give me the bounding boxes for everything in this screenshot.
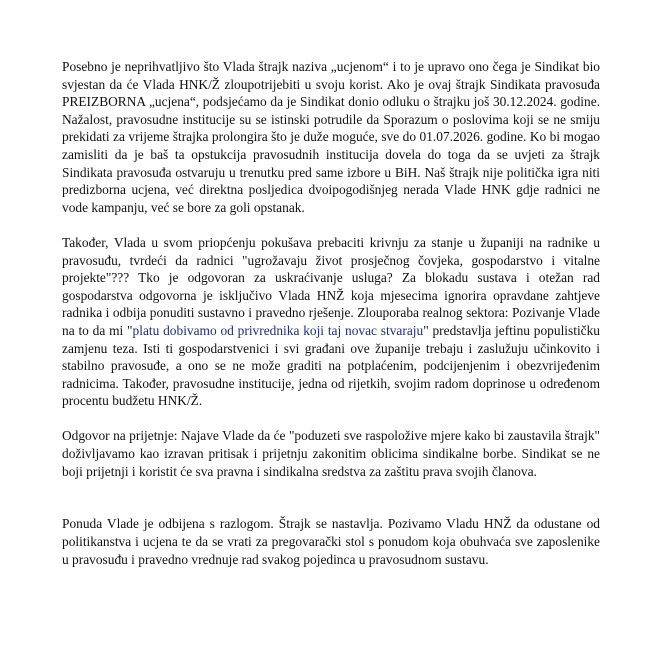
- paragraph-prijetnje: Odgovor na prijetnje: Najave Vlade da će "poduzeti sve raspoložive mjere kako bi zaustavila štrajk" doživljavamo kao izravan pritisak i prijetnju zakonitim oblicima sindikalne borbe. Sindikat se ne boji prijetnji i koristit će sva pravna i sindikalna sredstva za zaštitu prava svojih članova.: [62, 428, 600, 479]
- paragraph-ucjena: Posebno je neprihvatljivo što Vlada štrajk naziva „ucjenom“ i to je upravo ono čega je Sindikat bio svjestan da će Vlada HNK/Ž zloupotrijebiti u svoju korist. Ako je ovaj štrajk Sindikata pravosuđa PREIZBORNA „ucjena“, podsjećamo da je Sindikat donio odluku o štrajku još 30.12.2024. godine. Nažalost, pravosudne institucije su se istinski potrudile da Sporazum o poslovima koji se ne smiju prekidati za vrijeme štrajka prolongira što je duže moguće, sve do 01.07.2026. godine. Ko bi mogao zamisliti da je baš ta opstukcija pravosudnih institucija dovela do toga da se uvjeti za štrajk Sindikata pravosuđa ostvaruju u trenutku pred same izbore u BiH. Naš štrajk nije politička igra niti predizborna ucjena, već direktna posljedica dvoipogodišnjeg nerada Vlade HNK gdje radnici ne vode kampanju, već se bore za goli opstanak.: [62, 59, 600, 215]
- document-body: [62, 58, 600, 568]
- paragraph-krivnja: [62, 234, 600, 410]
- paragraph-ponuda: Ponuda Vlade je odbijena s razlogom. Štrajk se nastavlja. Pozivamo Vladu HNŽ da odustane od politikanstva i ucjena te da se vrati za pregovarački stol s ponudom koja obuhvaća sve zaposlenike u pravosuđu i pravedno vrednuje rad svakog pojedinca u pravosudnom sustavu.: [62, 516, 600, 567]
- paragraph-krivnja-text-after: " predstavlja jeftinu populističku zamjenu teza. Isti ti gospodarstvenici i svi građani ove županije trebaju i zaslužuju učinkovito i stabilno pravosuđe, a ono se ne može graditi na potplaćenim, podcijenjenim i obezvrijeđenim radnicima. Također, pravosudne institucije, jedna od rijetkih, svojim radom doprinose u određenom procentu budžetu HNK/Ž.: [62, 322, 600, 409]
- paragraph-krivnja-text-before: Također, Vlada u svom priopćenju pokušava prebaciti krivnju za stanje u županiji na radnike u pravosuđu, tvrdeći da radnici "ugrožavaju život prosječnog čovjeka, gospodarstvo i vitalne projekte"??? Tko je odgovoran za uskraćivanje usluga? Za blokadu sustava i otežan rad gospodarstva odgovorna je isključivo Vlada HNŽ koja mjesecima ignorira opravdane zahtjeve radnika i odbija ponuditi sustavno i pravedno rješenje. Zlouporaba realnog sektora: Pozivanje Vlade na to da mi ": [62, 234, 600, 338]
- highlighted-quote: platu dobivamo od privrednika koji taj novac stvaraju: [132, 322, 424, 338]
